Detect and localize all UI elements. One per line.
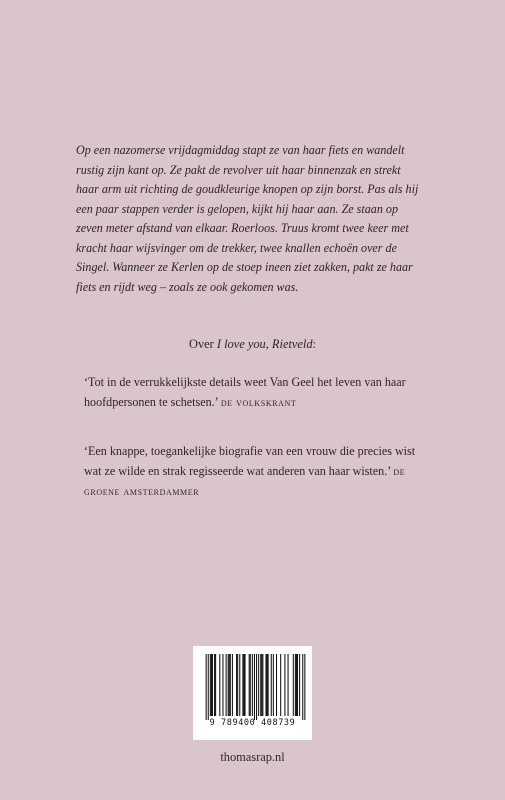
barcode-bar <box>302 654 303 720</box>
barcode-bar <box>260 654 261 716</box>
blurb-line: zeven meter afstand van elkaar. Roerloos. Truus kromt twee keer met <box>76 221 409 235</box>
barcode-bar <box>228 654 229 716</box>
barcode-bar <box>212 654 213 716</box>
barcode-bar <box>206 654 207 720</box>
review-quote <box>84 373 424 413</box>
blurb-line: haar arm uit richting de goudkleurige knopen op zijn borst. Pas als hij <box>76 182 419 196</box>
barcode-bar <box>267 654 268 716</box>
barcode-bar <box>230 654 231 716</box>
barcode-bar <box>268 654 269 716</box>
barcode-bar <box>299 654 300 716</box>
barcode-bar <box>252 654 253 716</box>
barcode-bar <box>280 654 281 716</box>
barcode-bar <box>276 654 277 716</box>
barcode-bar <box>215 654 216 716</box>
barcode-bar <box>210 654 211 716</box>
blurb-text <box>76 141 430 297</box>
barcode-bar <box>265 654 266 716</box>
barcode-bar <box>297 654 298 716</box>
barcode-bar <box>243 654 244 716</box>
reviews-heading-prefix: Over <box>189 337 217 351</box>
barcode-bar <box>211 654 212 716</box>
barcode-bar <box>236 654 237 716</box>
barcode-bar <box>288 654 289 716</box>
barcode-bar <box>261 654 262 716</box>
barcode-bar <box>239 654 240 716</box>
barcode-bar <box>273 654 274 716</box>
barcode-bar <box>254 654 255 720</box>
barcode-bar <box>222 654 223 716</box>
reviews-heading <box>0 337 505 352</box>
barcode-bar <box>295 654 296 716</box>
barcode-bar <box>293 654 294 716</box>
barcode-bar <box>208 654 209 720</box>
barcode-bar <box>219 654 220 716</box>
barcode-bar <box>256 654 257 720</box>
blurb-line: fiets en rijdt weg – zoals ze ook gekomen was. <box>76 279 299 294</box>
blurb-line: kracht haar wijsvinger om de trekker, twee knallen echoën over de <box>76 240 397 255</box>
barcode-bar <box>226 654 227 716</box>
barcode-bar <box>296 654 297 716</box>
barcode-bar <box>242 654 243 716</box>
review-quote <box>84 442 424 503</box>
review-quote-text: ‘Tot in de verrukkelijkste details weet Van Geel het leven van haar hoofdpersonen te schetsen.’ <box>84 375 406 409</box>
review-source: de volkskrant <box>220 396 297 409</box>
blurb-line: rustig zijn kant op. Ze pakt de revolver uit haar binnenzak en strekt <box>76 162 401 177</box>
barcode-bar <box>232 654 233 716</box>
barcode-bar <box>250 654 251 716</box>
review-source: de groene amsterdammer <box>84 465 406 498</box>
barcode-bar <box>249 654 250 716</box>
blurb-line: een paar stappen verder is gelopen, kijkt hij haar aan. Ze staan op <box>76 201 399 216</box>
barcode-bar <box>284 654 285 716</box>
barcode-bar <box>229 654 230 716</box>
book-title: I love you, Rietveld <box>216 337 313 351</box>
reviews-heading-suffix: : <box>312 337 316 351</box>
review-quote-text: ‘Een knappe, toegankelijke biografie van een vrouw die precies wist wat ze wilde en strak regisseerde wat anderen van haar wisten.’ <box>84 444 416 478</box>
barcode-bar <box>304 654 305 720</box>
blurb-line: Op een nazomerse vrijdagmiddag stapt ze van haar fiets en wandelt <box>76 143 405 157</box>
barcode-bar <box>271 654 272 716</box>
barcode-bar <box>258 654 259 716</box>
barcode-bar <box>214 654 215 716</box>
barcode-bar <box>244 654 245 716</box>
barcode <box>193 646 312 740</box>
isbn-number: 9 789400 408739 <box>209 718 296 728</box>
blurb-line: Singel. Wanneer ze Kerlen op de stoep ineen ziet zakken, pakt ze haar <box>76 260 413 274</box>
publisher-url: thomasrap.nl <box>220 750 285 764</box>
barcode-bar <box>262 654 263 716</box>
barcode-bar <box>237 654 238 716</box>
